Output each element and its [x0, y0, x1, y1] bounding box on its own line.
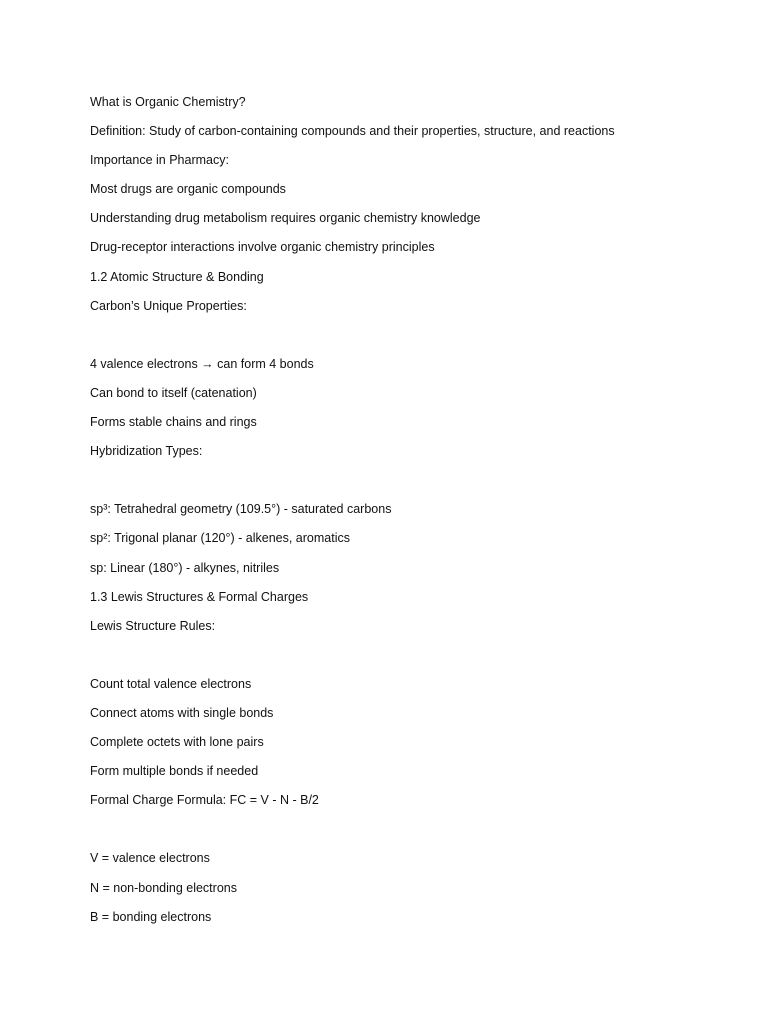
blank-line: [90, 470, 730, 499]
blank-line: [90, 325, 730, 354]
text-line: Carbon’s Unique Properties:: [90, 298, 247, 313]
text-line: Connect atoms with single bonds: [90, 705, 274, 720]
text-line: 1.2 Atomic Structure & Bonding: [90, 269, 264, 284]
text-line: Hybridization Types:: [90, 444, 203, 459]
text-line: Complete octets with lone pairs: [90, 735, 264, 750]
text-line: sp³: Tetrahedral geometry (109.5°) - saturated carbons: [90, 502, 392, 517]
text-line: Forms stable chains and rings: [90, 415, 257, 430]
text-line: Most drugs are organic compounds: [90, 182, 286, 197]
text-line: Definition: Study of carbon-containing compounds and their properties, structure, and reactions: [90, 124, 615, 139]
blank-line: [90, 645, 730, 674]
text-line: Understanding drug metabolism requires organic chemistry knowledge: [90, 211, 481, 226]
blank-line: [90, 819, 730, 848]
text-line: sp: Linear (180°) - alkynes, nitriles: [90, 560, 280, 575]
text-line: What is Organic Chemistry?: [90, 95, 246, 109]
text-line: Importance in Pharmacy:: [90, 153, 229, 168]
text-line: Lewis Structure Rules:: [90, 618, 216, 633]
text-line: Form multiple bonds if needed: [90, 764, 259, 779]
text-line: N = non-bonding electrons: [90, 880, 237, 895]
text-line: Can bond to itself (catenation): [90, 385, 257, 400]
text-line: Drug-receptor interactions involve organic chemistry principles: [90, 240, 435, 255]
text-line: B = bonding electrons: [90, 909, 212, 924]
text-line: Count total valence electrons: [90, 676, 252, 691]
text-line: V = valence electrons: [90, 851, 210, 866]
text-line: sp²: Trigonal planar (120°) - alkenes, aromatics: [90, 531, 350, 546]
text-line: Formal Charge Formula: FC = V - N - B/2: [90, 793, 319, 808]
document-body: [90, 92, 730, 936]
text-line: 1.3 Lewis Structures & Formal Charges: [90, 589, 309, 604]
text-line: 4 valence electrons → can form 4 bonds: [90, 356, 314, 371]
